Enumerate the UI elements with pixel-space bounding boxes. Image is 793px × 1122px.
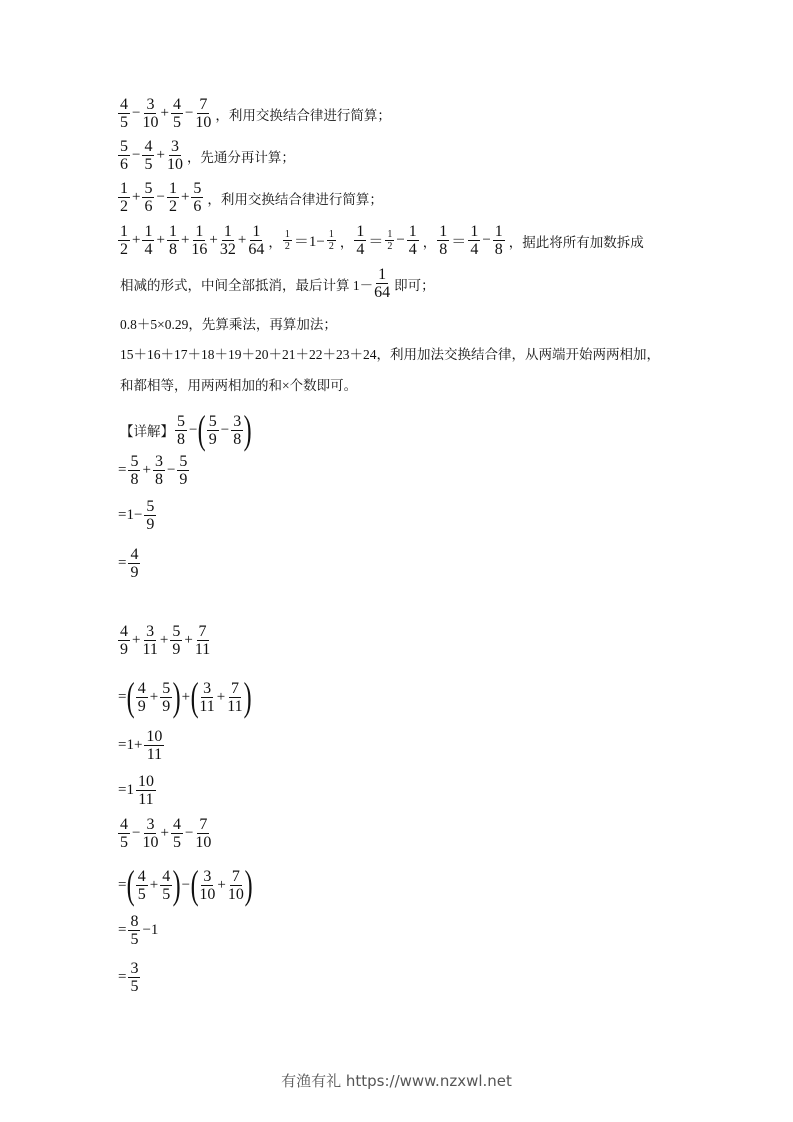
math-operator: ＝1−: [293, 234, 325, 250]
math-operator: +: [217, 876, 226, 893]
fraction: [128, 546, 140, 581]
numerator: 1: [439, 223, 448, 240]
numerator: 1: [356, 223, 365, 240]
fraction: [227, 680, 242, 715]
numerator: 1: [284, 229, 290, 240]
fraction: [407, 223, 419, 258]
numerator: 5: [172, 623, 181, 640]
numerator: 5: [162, 679, 171, 697]
denominator: 8: [168, 241, 177, 258]
fraction: [177, 453, 189, 488]
fraction: [136, 868, 148, 903]
math-operator: =: [118, 922, 127, 938]
math-operator: +: [181, 688, 191, 705]
numerator: 3: [130, 960, 139, 977]
denominator: 5: [137, 885, 146, 903]
fraction: [195, 816, 211, 851]
denominator: 64: [248, 241, 265, 258]
denominator: 5: [172, 834, 181, 851]
numerator: 5: [120, 138, 128, 155]
math-operator: −1: [142, 922, 159, 938]
denominator: 10: [195, 114, 212, 131]
parenthesis: (: [127, 674, 136, 719]
numerator: 8: [130, 913, 139, 930]
denominator: 9: [130, 564, 139, 581]
math-operator: +: [132, 232, 141, 248]
denominator: 8: [233, 430, 242, 448]
detail-line-6: [117, 674, 252, 719]
analysis-line-6: [117, 313, 337, 333]
numerator: 4: [120, 816, 128, 833]
math-operator: −: [189, 421, 198, 438]
numerator: 7: [199, 96, 208, 113]
analysis-line-8: [117, 374, 357, 394]
denominator: 11: [138, 791, 154, 808]
denominator: 8: [439, 241, 448, 258]
detail-line-2: [117, 453, 190, 488]
numerator: 4: [137, 679, 146, 697]
numerator: 1: [494, 223, 503, 240]
fraction: [153, 453, 165, 488]
numerator: 4: [137, 867, 146, 885]
math-operator: +: [184, 632, 193, 648]
text-run: ，: [339, 234, 354, 250]
analysis-line-3: [117, 180, 383, 215]
numerator: 5: [208, 412, 217, 430]
math-operator: −: [184, 105, 194, 121]
denominator: 5: [120, 834, 128, 851]
denominator: 8: [154, 471, 163, 488]
numerator: 1: [387, 229, 393, 240]
math-operator: =: [118, 462, 127, 478]
math-operator: =: [118, 555, 127, 571]
numerator: 1: [120, 223, 128, 240]
numerator: 3: [170, 138, 179, 155]
denominator: 2: [387, 241, 393, 252]
fraction: [118, 623, 130, 658]
denominator: 8: [130, 471, 139, 488]
fraction: [374, 266, 390, 301]
numerator: 1: [252, 223, 261, 240]
denominator: 4: [356, 241, 365, 258]
denominator: 64: [374, 284, 391, 301]
parenthesis: ): [244, 862, 253, 907]
numerator: 4: [120, 96, 128, 113]
denominator: 10: [195, 834, 212, 851]
parenthesis: ): [172, 862, 181, 907]
fraction: [171, 816, 183, 851]
denominator: 5: [162, 885, 171, 903]
math-operator: =1: [118, 782, 134, 798]
analysis-line-1: [117, 96, 391, 131]
fraction: [136, 773, 156, 808]
detail-line-9: [117, 816, 212, 851]
fraction: [191, 180, 203, 215]
math-operator: ＝: [451, 234, 467, 250]
math-operator: +: [209, 232, 218, 248]
fraction: [354, 223, 366, 258]
fraction: [118, 223, 130, 258]
fraction: [142, 623, 157, 658]
parenthesis: (: [198, 407, 207, 452]
denominator: 16: [191, 241, 208, 258]
parenthesis: (: [190, 674, 199, 719]
numerator: 3: [146, 96, 155, 113]
numerator: 7: [199, 816, 208, 833]
numerator: 5: [130, 453, 139, 470]
numerator: 1: [408, 223, 417, 240]
fraction: [142, 223, 154, 258]
fraction: [142, 138, 154, 173]
text-run: ，: [268, 234, 282, 250]
fraction: [118, 138, 130, 173]
math-operator: +: [132, 632, 141, 648]
math-operator: +: [216, 688, 226, 705]
numerator: 1: [120, 180, 128, 197]
detail-line-7: [117, 728, 165, 763]
parenthesis: (: [190, 862, 199, 907]
fraction: [118, 96, 130, 131]
numerator: 7: [231, 867, 240, 885]
numerator: 4: [172, 816, 181, 833]
math-operator: −: [166, 462, 176, 478]
numerator: 5: [177, 412, 185, 430]
detail-line-1: [117, 407, 252, 452]
fraction: [195, 623, 210, 658]
numerator: 4: [172, 96, 181, 113]
math-operator: +: [159, 632, 169, 648]
denominator: 10: [227, 885, 244, 903]
denominator: 11: [199, 697, 215, 715]
math-operator: +: [132, 189, 141, 205]
fraction: [385, 229, 394, 252]
fraction: [327, 229, 336, 252]
text-run: 15＋16＋17＋18＋19＋20＋21＋22＋23＋24，利用加法交换结合律，从两端开始两两相加，: [120, 347, 660, 362]
fraction: [128, 453, 140, 488]
math-operator: +: [180, 189, 190, 205]
math-operator: =: [118, 969, 127, 985]
math-operator: −: [132, 105, 141, 121]
detail-line-12: [117, 960, 141, 995]
math-operator: +: [160, 825, 169, 841]
fraction: [167, 223, 179, 258]
math-operator: +: [237, 232, 247, 248]
fraction: [167, 138, 183, 173]
math-operator: +: [180, 232, 190, 248]
detail-line-4: [117, 546, 141, 581]
numerator: 3: [154, 453, 163, 470]
numerator: 1: [328, 229, 334, 240]
math-operator: +: [156, 147, 165, 163]
text-run: 和都相等，用两两相加的和×个数即可。: [120, 378, 358, 393]
denominator: 32: [219, 241, 236, 258]
numerator: 4: [162, 867, 171, 885]
numerator: 1: [144, 223, 153, 240]
text-run: ，利用交换结合律进行简算；: [207, 191, 383, 207]
fraction: [191, 223, 207, 258]
math-operator: +: [160, 105, 169, 121]
numerator: 3: [146, 623, 155, 640]
numerator: 1: [168, 223, 177, 240]
fraction: [142, 96, 158, 131]
math-operator: −: [132, 147, 141, 163]
denominator: 5: [144, 156, 153, 173]
text-run: ，先通分再计算；: [186, 149, 295, 165]
numerator: 3: [203, 867, 212, 885]
fraction: [199, 680, 214, 715]
math-operator: −: [220, 421, 230, 438]
fraction: [128, 960, 140, 995]
denominator: 9: [179, 471, 188, 488]
fraction: [160, 680, 172, 715]
numerator: 1: [195, 223, 204, 240]
text-run: 【详解】: [120, 424, 174, 439]
math-operator: −: [181, 876, 191, 893]
denominator: 8: [494, 241, 503, 258]
numerator: 5: [193, 180, 202, 197]
denominator: 6: [120, 156, 128, 173]
fraction: [118, 816, 130, 851]
denominator: 4: [470, 241, 479, 258]
analysis-line-2: [117, 138, 295, 173]
fraction: [171, 96, 183, 131]
detail-line-5: [117, 623, 211, 658]
denominator: 2: [328, 241, 334, 252]
denominator: 5: [172, 114, 181, 131]
math-operator: =: [118, 688, 127, 705]
denominator: 10: [166, 156, 183, 173]
fraction: [207, 413, 219, 448]
denominator: 4: [408, 241, 417, 258]
fraction: [248, 223, 264, 258]
math-operator: −: [396, 232, 405, 248]
fraction: [220, 223, 236, 258]
analysis-line-4: [117, 223, 644, 258]
math-operator: +: [149, 876, 159, 893]
fraction: [167, 180, 179, 215]
numerator: 5: [146, 498, 155, 515]
parenthesis: (: [127, 862, 136, 907]
numerator: 7: [230, 679, 239, 697]
fraction: [437, 223, 449, 258]
denominator: 2: [284, 241, 290, 252]
numerator: 1: [223, 223, 232, 240]
denominator: 4: [144, 241, 153, 258]
fraction: [468, 223, 480, 258]
fraction: [170, 623, 182, 658]
denominator: 10: [142, 114, 159, 131]
fraction: [142, 180, 154, 215]
fraction: [283, 229, 292, 252]
denominator: 2: [120, 198, 128, 215]
numerator: 10: [137, 773, 154, 790]
text-run: ，利用交换结合律进行简算；: [215, 107, 391, 123]
fraction: [195, 96, 211, 131]
fraction: [175, 413, 187, 448]
denominator: 5: [130, 931, 139, 948]
detail-line-11: [117, 913, 159, 948]
fraction: [136, 680, 148, 715]
parenthesis: ): [243, 674, 252, 719]
math-operator: −: [482, 232, 491, 248]
numerator: 5: [179, 453, 188, 470]
text-run: 相减的形式，中间全部抵消，最后计算 1－: [120, 277, 374, 293]
denominator: 5: [130, 978, 139, 995]
parenthesis: ): [243, 407, 252, 452]
numerator: 7: [198, 623, 207, 640]
math-operator: +: [142, 462, 151, 478]
denominator: 10: [142, 834, 159, 851]
text-run: ，据此将所有加数拆成: [508, 234, 644, 250]
fraction: [144, 728, 164, 763]
fraction: [160, 868, 172, 903]
numerator: 10: [146, 728, 163, 745]
numerator: 3: [203, 679, 212, 697]
denominator: 9: [172, 641, 181, 658]
denominator: 5: [120, 114, 128, 131]
detail-line-3: [117, 498, 157, 533]
analysis-line-5: [117, 266, 435, 301]
math-operator: =1+: [118, 737, 143, 753]
denominator: 6: [144, 198, 153, 215]
denominator: 11: [227, 697, 243, 715]
numerator: 5: [144, 180, 153, 197]
math-operator: −: [132, 825, 141, 841]
fraction: [228, 868, 244, 903]
math-operator: =1−: [118, 507, 143, 523]
fraction: [142, 816, 158, 851]
denominator: 9: [120, 641, 128, 658]
numerator: 3: [233, 412, 242, 430]
denominator: 2: [168, 198, 177, 215]
denominator: 6: [193, 198, 202, 215]
fraction: [144, 498, 156, 533]
denominator: 11: [194, 641, 211, 658]
denominator: 11: [146, 746, 163, 763]
math-operator: ＝: [368, 234, 384, 250]
numerator: 3: [146, 816, 155, 833]
math-operator: −: [184, 825, 194, 841]
numerator: 4: [144, 138, 153, 155]
numerator: 1: [470, 223, 479, 240]
analysis-line-7: [117, 343, 660, 363]
text-run: 0.8＋5×0.29，先算乘法，再算加法；: [120, 317, 337, 332]
text-run: 即可；: [394, 277, 435, 293]
numerator: 1: [378, 266, 387, 283]
numerator: 1: [168, 180, 177, 197]
watermark: 有渔有礼 https://www.nzxwl.net: [281, 1072, 512, 1090]
fraction: [118, 180, 130, 215]
denominator: 9: [208, 430, 217, 448]
denominator: 2: [120, 241, 128, 258]
fraction: [493, 223, 505, 258]
denominator: 9: [137, 697, 146, 715]
detail-line-10: [117, 862, 253, 907]
math-operator: +: [149, 688, 159, 705]
math-operator: −: [156, 189, 165, 205]
denominator: 9: [146, 516, 155, 533]
parenthesis: ): [172, 674, 181, 719]
numerator: 4: [120, 623, 128, 640]
detail-line-8: [117, 773, 157, 808]
numerator: 4: [130, 546, 139, 563]
denominator: 11: [142, 641, 158, 658]
math-operator: =: [118, 876, 127, 893]
fraction: [128, 913, 140, 948]
fraction: [231, 413, 243, 448]
denominator: 8: [177, 430, 185, 448]
text-run: ，: [422, 234, 437, 250]
fraction: [199, 868, 215, 903]
denominator: 10: [199, 885, 216, 903]
math-operator: +: [156, 232, 165, 248]
denominator: 9: [162, 697, 171, 715]
